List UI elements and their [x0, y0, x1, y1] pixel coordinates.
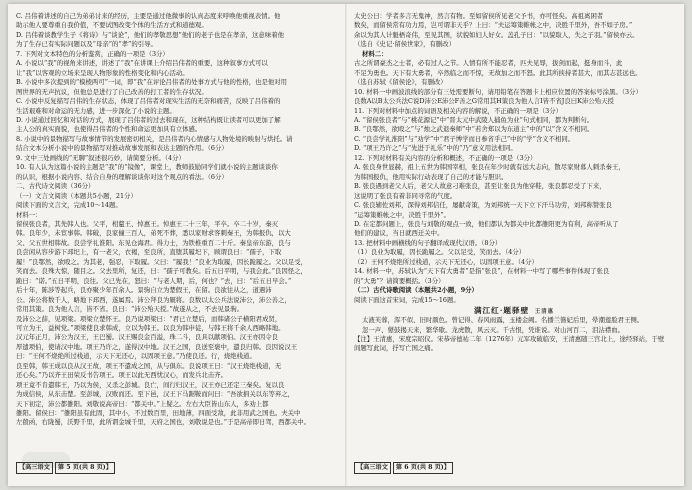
- right-q-line: 良数A以B太公兵法C说D沛公E沛公F善之G常用其H策良为他人言I皆不省J良曰K沛公殆天授: [354, 97, 614, 106]
- section-poetry-sub: 阅读下面这首宋词，完成15～16题。: [354, 295, 460, 304]
- right-q-line: 他们的建议，当日就西迁关中。: [354, 229, 444, 238]
- left-lines-line: 及沛公之薛，见项梁。项梁立楚怀王。良乃说项梁曰：“君已立楚后，而韩诸公子横阳君成贤，: [16, 314, 282, 323]
- footer-page: 第 5 页(共 8 页)】: [55, 462, 115, 474]
- right-m2-line: 不足为勇也。天下有大勇者，卒然临之而不惊，无故加之而不怒。此其所挟持者甚大，而其志甚远也。: [354, 68, 642, 77]
- right-q-line: B. 张良遇到老父人后，老父人故意刁难张良，甚至让张良为他穿鞋，张良都忍受了下来，: [354, 182, 606, 191]
- left-lines-line: 的认识，根据小说内容、结合自身的理解谈谈你对这个观点的看法。（6分）: [16, 172, 228, 181]
- poem-title-row: [354, 305, 676, 316]
- right-q-line: A. 张良身世显赫，祖上五世为韩国宰相，张良在年少时就有远大志向，散尽家财募人刺杀秦王，: [354, 163, 625, 172]
- left-lines-line: 天下初定，沛公都雒阳。刘敬说高帝曰：“都关中。”上疑之。左右大臣皆山东人，多劝上都: [16, 399, 269, 408]
- right-q-line: 为韩国报仇，他用实际行动表现了自己的才能与胆识。: [354, 172, 508, 181]
- right-top-line: 太史公曰：学者多言无鬼神，然言有物。至如留侯所见老父予书，亦可怪矣。高祖离困者: [354, 12, 604, 20]
- page-fold: [345, 4, 347, 486]
- right-m2-line: （选自苏轼《留侯论》，有删改）: [354, 78, 447, 87]
- right-m2-line: 古之所谓豪杰之士者，必有过人之节。人情有所不能忍者，匹夫见辱，拔剑而起，挺身而斗，此: [354, 59, 623, 68]
- left-lines-line: 汉元年正月，沛公为汉王，王巴蜀。汉王赐良金百溢，珠二斗，良具以献项伯。汉王亦因令良: [16, 333, 279, 342]
- right-q-line: 14. 材料一中，苏轼认为“天下有大勇者”是指“张良”，在材料一中写了哪些事件体现了张良: [354, 267, 610, 276]
- footer-page: 第 6 页(共 8 页)】: [393, 462, 453, 474]
- left-lines-line: 还心矣。”乃以齐王田荣反书告项王。项王以此无西忧汉心，而发兵北击齐。: [16, 371, 227, 380]
- left-lines-line: 为成信侯，从东击楚。至彭城，汉败而还。至下邑，汉王下马踞鞍而问曰：“吾欲捐关以东等弃之，: [16, 390, 295, 399]
- right-top-text: [354, 12, 676, 50]
- right-page: [354, 12, 676, 474]
- left-lines-line: 9. 文中三处画线的“无聊”叙述很巧妙，请简要分析。（4分）: [16, 153, 185, 162]
- material2-text: [354, 59, 676, 87]
- left-lines-line: 曰：“王何不烧绝所过栈道，示天下无还心，以固项王意。”乃使良还。行，烧绝栈道。: [16, 352, 256, 361]
- poem-author: 王清惠: [534, 309, 555, 316]
- right-q-line: A. “留侯张良者”与“桃花源记”中“晋太元中武陵人捕鱼为业”句式相同，都为判断句。: [354, 115, 594, 124]
- right-q-line: （1）良业为取履，因长跪履之。父以足受，笑而去。（4分）: [354, 248, 526, 257]
- right-top-line: 数矣，而留侯常有功力焉，岂可谓非天乎？上曰：“夫运筹策帷帐之中，决胜千里外，吾不如子房。”: [354, 21, 633, 30]
- left-lines-line: 良至韩，韩王成以良从汉王故，项王不遣成之国，从与俱东。良说项王曰：“汉王烧绝栈道，无: [16, 361, 282, 370]
- left-lines-line: C. 小说中反复描写吕伟的生存状态，体现了吕伟者对现实生活的无奈和痛苦，反映了吕伟着的: [16, 97, 281, 106]
- left-lines-line: 生活艰难和对命运的无力感，进一步深化了小说的主题。: [16, 106, 176, 115]
- right-note-line: 间题写此词，抒写亡国之痛。: [354, 344, 438, 353]
- right-q-line: C. 张良辅佐刘邦，深得刘邦信任，屡献奇策，为刘邦统一天下立下汗马功劳，刘邦称赞张良: [354, 201, 612, 210]
- left-lines-line: 笑而去。良殊大惊，随目之。父去里所，复还，曰：“孺子可教矣。后五日平明，与我会此。”良因怪之，: [16, 267, 307, 276]
- left-lines-line: 项王竟不肯遣韩王，乃以为侯，又杀之彭城。良亡，间行归汉王，汉王亦已还定三秦矣。复以良: [16, 380, 285, 389]
- left-lines-line: C. 吕伟着讲述的自己为弟弟讨来的经历，主要是通过他微事的认真态度来呼唤他重视表情。他: [16, 12, 281, 20]
- left-lines-line: 雒阳。留侯曰：“雒阳虽有此固，其中小，不过数百里，田地薄，四面受敌，此非用武之国也。夫关中: [16, 409, 301, 418]
- right-top-line: （选自《史记·留侯世家》，有删改）: [354, 40, 456, 49]
- left-lines-line: 助示他人要尊重自我价值，不要试图改变个体的生活方式和道德观。: [16, 21, 208, 30]
- left-lines-line: 主人公的真实面貌，也使得吕伟者的个性和命运更加具有立体感。: [16, 125, 202, 134]
- exam-sheet: [8, 4, 684, 486]
- poem-title: 满江红·题驿壁: [473, 306, 530, 316]
- right-top-line: 余以为其人计魁梧奇伟，至见其图，状貌如妇人好女。盖孔子曰：“以貌取人，失之子羽。”留侯亦云。: [354, 30, 639, 39]
- questions-text: [354, 88, 676, 287]
- footer-label: 【高三语文: [354, 462, 391, 474]
- left-lines-line: 跪曰：“诺。”五日平明，良往。父已先在，怒曰：“与老人期，后，何也？”去，曰：“后五日早会。”: [16, 276, 292, 285]
- left-lines-line: 公。沛公将数千人，略地下邳西，遂属焉。沛公拜良为厩将。良数以太公兵法说沛公，沛公善之，: [16, 295, 291, 304]
- right-q-line: 12. 下列对材料有关内容的分析和概述，不正确的一项是（3分）: [354, 153, 537, 162]
- section-poetry: （二）古代诗歌阅读（本题共2小题，9分）: [354, 286, 478, 295]
- right-q-line: D. 在定都问题上，张良与刘敬的观点一致，他们都认为都关中比都雒阳更为有利，高帝听从了: [354, 219, 619, 228]
- poem-note: [354, 335, 676, 354]
- left-lines-line: 留侯张良者，其先韩人也。父平，相釐王、悼惠王。悼惠王二十三年，平卒。卒二十岁，秦灭: [16, 219, 279, 228]
- left-lines-line: 父、父五世相韩故。良尝学礼淮阳。东见仓海君。得力士，为铁椎重百二十斤。秦皇帝东游，良与: [16, 238, 291, 247]
- right-q-line: 11. 下列对材料中加点的词语及相关内容的解说，不正确的一项是（3分）: [354, 106, 562, 115]
- left-lines-line: 二、古代诗文阅读（36分）: [16, 182, 95, 191]
- left-lines-line: B. 小说中多次提到的“模棱两可”一词，即“我”在评论吕伟者的处事方式与他的性格，也是他对用: [16, 78, 288, 87]
- right-q-line: 这说明了张良有着非同寻常的气度。: [354, 191, 457, 200]
- left-lines-line: 图世界的无声抗议，但他总是进行了自己改善的打工者的生存状况。: [16, 87, 208, 96]
- left-lines-line: 7. 下列对文本特色的分析鉴赏，正确的一项是（3分）: [16, 49, 169, 58]
- left-lines-line: （一）文言文阅读（本题共5小题，21分）: [16, 191, 137, 200]
- left-lines-line: 结合文本分析小说中的景物描写对推动故事发展和表达主题的作用。（6分）: [16, 144, 228, 153]
- left-lines-line: 阅读下面的文言文，完成10～14题。: [16, 201, 122, 210]
- left-lines-line: D. 吕伟着谈教学生子《将诗》与“谈论”，他们的孝敬思想”他们的老子也是在孝亲，这意味着他: [16, 30, 284, 39]
- right-note-line: 【注】王清惠，宋度宗昭仪。宋恭帝德祐二年（1276年）元军攻破临安，王清惠随三宫北上，途经驿站，于壁: [354, 334, 665, 343]
- poem-text: [354, 316, 676, 335]
- right-q-line: 的“大勇”？请简要概括。（3分）: [354, 276, 445, 285]
- left-lines-line: 后十年，陈涉等起兵，良亦聚少年百余人。景驹自立为楚假王，在留。良欲往从之，道遇沛: [16, 286, 272, 295]
- left-lines-line: 为了生存已有实际问题以及“母亲”的“孝”的引导。: [16, 40, 157, 49]
- right-q-line: B. “良鄂然，欲殴之”与“烛之武退秦师”中“若舍郑以为东道主”中的“以”含义不相同。: [354, 125, 594, 134]
- right-q-line: D. “项王乃许之”与“先进于礼乐”中的“乃”意义用法相同。: [354, 144, 517, 153]
- left-lines-line: 韩。良年少，未宦事韩。韩破，良家僮三百人，弟死不葬，悉以家财求客刺秦王，为韩报仇，以大: [16, 229, 291, 238]
- footer-label: 【高三语文: [16, 462, 53, 474]
- left-lines-line: 让“我”以客观的立场来呈现人物形象的性格变化和内心活动。: [16, 68, 189, 77]
- left-lines-line: 可立为王，益树党。”项梁使良求韩成，立以为韩王。以良为韩申徒，与韩王将千余人西略韩地。: [16, 323, 285, 332]
- material2-label: 材料二：: [362, 49, 388, 58]
- left-lines-line: 厚遗项伯，使请汉中地。项王乃许之，遂得汉中地。汉王之国，良送至褒中，遣良归韩。良因说汉王: [16, 342, 298, 351]
- right-footer: [354, 462, 676, 474]
- left-footer: [16, 462, 338, 474]
- left-page: [16, 12, 338, 474]
- left-lines-line: D. 小说通过回忆和对话的方式，展现了吕伟者的过去和现在，这种结构既让读者可以更加了解: [16, 115, 281, 124]
- left-lines-line: 左殽函，右陇蜀，沃野千里，此所谓金城千里，天府之国也，刘敬说是也。”于是高帝即日驾，西都关中。: [16, 418, 311, 427]
- left-lines-line: 履！”良鄂然，欲殴之。为其老，强忍，下取履。父曰：“履我！”良业为取履，因长跪履之。父以足受，: [16, 257, 307, 266]
- right-poem-line: 忽一声、鼙鼓揭天来，繁华歇。龙虎散，风云灭。千古恨，凭谁说。对山河百二，泪沾襟血。: [362, 325, 625, 334]
- left-lines-line: 10. 有人认为这篇小说的主题是“我”的“镜像”，课堂上，教师鼓励同学们就小说的主题谈谈你: [16, 163, 278, 172]
- left-lines-line: 常用其策。良为他人言，皆不省。良曰：“沛公殆天授。”故遂从之，不去见景驹。: [16, 305, 244, 314]
- right-q-line: “运筹策帷帐之中，决胜千里外”。: [354, 210, 451, 219]
- right-q-line: C. “良尝学礼淮阳”与“劝学”中“君子博学而日参省乎己”中的“学”含义不相同。: [354, 134, 575, 143]
- left-lines-line: A. 小说以“我”的视角来讲述，讲述了“我”在讲课上介绍吕伟者的重要，这种叙事方式可以: [16, 59, 268, 68]
- left-page-text: [16, 12, 338, 428]
- left-lines-line: 材料一：: [16, 210, 42, 219]
- left-lines-line: 8. 小说中的景物描写与故事情节的发展密切相关，是吕伟者内心情感与人物处境的映射与烘托。请: [16, 134, 293, 143]
- right-poem-line: 太液芙蓉，浑不似、旧时颜色。曾记得、春风雨露，玉楼金阙。名播兰簪妃后里，晕潮莲脸君王侧。: [362, 316, 644, 325]
- right-q-line: 13. 把材料中画横线的句子翻译成现代汉语。（8分）: [354, 238, 502, 247]
- right-q-line: 10. 材料一中画波浪线的部分有三处需要断句，请用铅笔在答题卡上相应位置的答案标号涂黑。（3分）: [354, 87, 642, 96]
- right-q-line: （2）王何不烧绝所过栈道，示天下无还心，以固项王意。（4分）: [354, 257, 538, 266]
- left-lines-line: 良尝闲从容步游下邳圯上，有一老父，衣褐，至良所，直堕其履圯下，顾谓良曰：“孺子，下取: [16, 248, 282, 257]
